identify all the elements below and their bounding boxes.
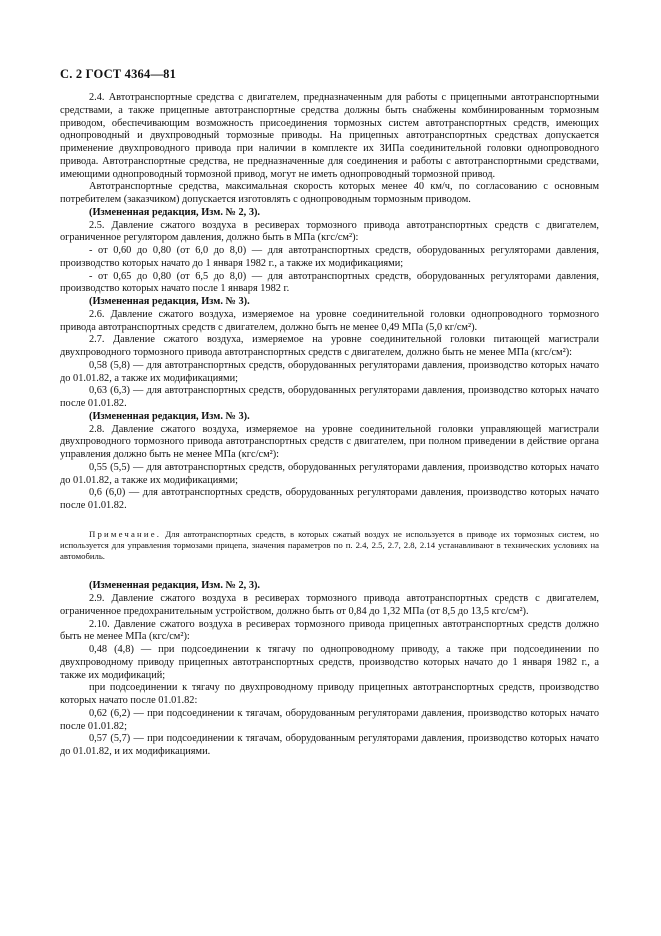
paragraph: - от 0,60 до 0,80 (от 6,0 до 8,0) — для автотранспортных средств, оборудованных регуляторами давления, производство которых начато до 1 января 1982 г., а также их модификациями;: [60, 245, 599, 269]
paragraph: 0,6 (6,0) — для автотранспортных средств, оборудованных регуляторами давления, производство которых начато после 01.01.82.: [60, 487, 599, 511]
paragraph: - от 0,65 до 0,80 (от 6,5 до 8,0) — для автотранспортных средств, оборудованных регуляторами давления, производство которых начато после 1 января 1982 г.: [60, 270, 599, 295]
paragraph: 2.9. Давление сжатого воздуха в ресиверах тормозного привода автотранспортных средств с двигателем, ограниченное предохранительным устройством, должно быть от 0,84 до 1,32 МПа (от 8,5 до 13,5 кгс/см²).: [60, 593, 599, 617]
paragraph: 2.7. Давление сжатого воздуха, измеряемое на уровне соединительной головки питающей магистрали двухпроводного тормозного привода автотранспортных средств с двигателем, должно быть не менее МПа (кгс/см²):: [60, 334, 599, 358]
note-paragraph: [60, 529, 599, 562]
paragraph: 2.8. Давление сжатого воздуха, измеряемое на уровне соединительной головки управляющей магистрали двухпроводного тормозного привода автотранспортных средств с двигателем, при полном приведении в действие органа управления должно быть не менее МПа (кгс/см²):: [60, 423, 599, 460]
section-main: [60, 92, 599, 513]
paragraph: при подсоединении к тягачу по двухпроводному приводу прицепных автотранспортных средств, производство которых начато после 01.01.82:: [60, 682, 599, 707]
revision-note: (Измененная редакция, Изм. № 3).: [89, 410, 250, 422]
revision-note: (Измененная редакция, Изм. № 3).: [89, 296, 250, 307]
note-text: Для автотранспортных средств, в которых сжатый воздух не используется в приводе их тормозных систем, но используется для управления тормозами прицепа, значения параметров по п. 2.4, 2.5, 2.7, 2.8, 2.14 устанавливают в технических условиях на автомобиль.: [60, 528, 599, 561]
paragraph: 2.6. Давление сжатого воздуха, измеряемое на уровне соединительной головки однопроводного тормозного привода автотранспортных средств с двигателем, должно быть не менее 0,49 МПа (5,0 кг/см²).: [60, 308, 599, 333]
page-header: С. 2 ГОСТ 4364—81: [60, 67, 177, 81]
paragraph: 0,57 (5,7) — при подсоединении к тягачам, оборудованным регуляторами давления, производство которых начато до 01.01.82, и их модификациями.: [60, 733, 599, 758]
paragraph: 2.5. Давление сжатого воздуха в ресиверах тормозного привода автотранспортных средств с двигателем, ограниченное регулятором давления, должно быть в МПа (кгс/см²):: [60, 219, 599, 244]
document-body: [60, 92, 599, 759]
revision-note: (Измененная редакция, Изм. № 2, 3).: [89, 580, 261, 592]
paragraph: Автотранспортные средства, максимальная скорость которых менее 40 км/ч, по согласованию с основным потребителем (заказчиком) допускается изготовлять с однопроводным тормозным приводом.: [60, 181, 599, 205]
paragraph: 0,48 (4,8) — при подсоединении к тягачу по однопроводному приводу, а также при подсоединении по двухпроводному приводу прицепных автотранспортных средств, производство которых начато до 1 января 1982 г., а также их модификаций;: [60, 644, 599, 681]
note-label: Примечание.: [89, 528, 162, 539]
paragraph: 0,62 (6,2) — при подсоединении к тягачам, оборудованным регуляторами давления, производство которых начато после 01.01.82;: [60, 707, 599, 732]
paragraph: 2.10. Давление сжатого воздуха в ресиверах тормозного привода прицепных автотранспортных средств должно быть не менее МПа (кгс/см²):: [60, 618, 599, 643]
paragraph: 0,58 (5,8) — для автотранспортных средств, оборудованных регуляторами давления, производство которых начато до 01.01.82, а также их модификациями;: [60, 359, 599, 384]
revision-note: (Измененная редакция, Изм. № 2, 3).: [89, 206, 261, 218]
section-continued: [60, 580, 599, 759]
paragraph: 0,55 (5,5) — для автотранспортных средств, оборудованных регуляторами давления, производство которых начато до 01.01.82, а также их модификациями;: [60, 461, 599, 486]
paragraph: 2.4. Автотранспортные средства с двигателем, предназначенным для работы с прицепными автотранспортными средствами, а также прицепные автотранспортные средства должны быть снабжены комбинированным тормозным приводом, обеспечивающим возможность присоединения тормозных систем автотранспортных средств, имеющих однопроводный и двухпроводный тормозные приводы. На прицепных автотранспортных средствах допускается применение двухпроводного привода при наличии в комплекте их ЗИПа соединительной головки однопроводного привода. Автотранспортные средства, не предназначенные для соединения и работы с автотранспортными средствами, имеющими однопроводный тормозной привод, могут не иметь однопроводный тормозной привод.: [60, 92, 599, 180]
paragraph: 0,63 (6,3) — для автотранспортных средств, оборудованных регуляторами давления, производство которых начато после 01.01.82.: [60, 385, 599, 409]
